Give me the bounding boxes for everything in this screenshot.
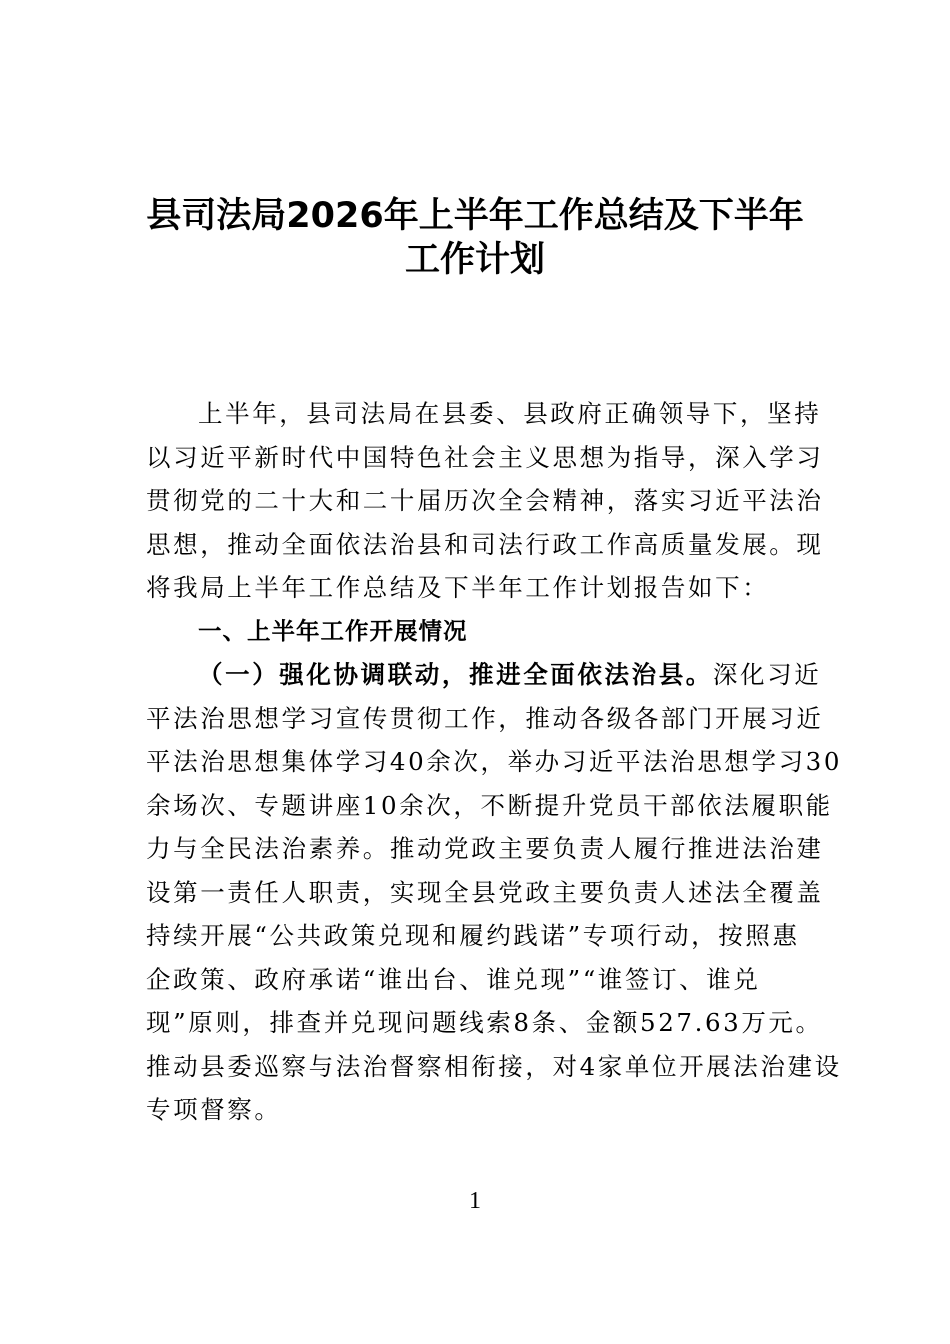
page-number: 1 <box>469 1188 481 1214</box>
subsection-1-line-10: 推动县委巡察与法治督察相衔接，对4家单位开展法治建设 <box>146 1051 842 1081</box>
subsection-1-line-9: 现”原则，排查并兑现问题线索8条、金额527.63万元。 <box>146 1008 823 1037</box>
subsection-1-line-2: 平法治思想学习宣传贯彻工作，推动各级各部门开展习近 <box>146 703 824 733</box>
subsection-1-first-line <box>146 653 822 697</box>
document-title-line-2: 工作计划 <box>404 240 545 280</box>
document-title-line-1: 县司法局2026年上半年工作总结及下半年 <box>146 196 804 236</box>
intro-line-3: 贯彻党的二十大和二十届历次全会精神，落实习近平法治 <box>146 486 824 515</box>
intro-line-1: 上半年，县司法局在县委、县政府正确领导下，坚持 <box>198 399 822 428</box>
subsection-1-line-7: 持续开展“公共政策兑现和履约践诺”专项行动，按照惠 <box>146 921 800 950</box>
section-1-heading: 一、上半年工作开展情况 <box>198 616 468 645</box>
intro-line-4: 思想，推动全面依法治县和司法行政工作高质量发展。现 <box>146 529 824 559</box>
subsection-1-line-5: 力与全民法治素养。推动党政主要负责人履行推进法治建 <box>146 834 824 863</box>
intro-line-2: 以习近平新时代中国特色社会主义思想为指导，深入学习 <box>146 442 824 472</box>
subsection-1-line-8: 企政策、政府承诺“谁出台、谁兑现”“谁签订、谁兑 <box>146 964 761 994</box>
subsection-1-line-3: 平法治思想集体学习40余次，举办习近平法治思想学习30 <box>146 747 843 776</box>
subsection-1-line-6: 设第一责任人职责，实现全县党政主要负责人述法全覆盖 <box>146 877 824 907</box>
subsection-1-line-4: 余场次、专题讲座10余次，不断提升党员干部依法履职能 <box>146 790 833 820</box>
subsection-1-lead: （一）强化协调联动，推进全面依法治县。 <box>198 660 713 689</box>
subsection-1-line-11: 专项督察。 <box>146 1095 282 1124</box>
document-body <box>146 392 843 1132</box>
intro-line-5: 将我局上半年工作总结及下半年工作计划报告如下： <box>146 573 770 602</box>
subsection-1-first-line-rest: 深化习近 <box>712 660 822 689</box>
